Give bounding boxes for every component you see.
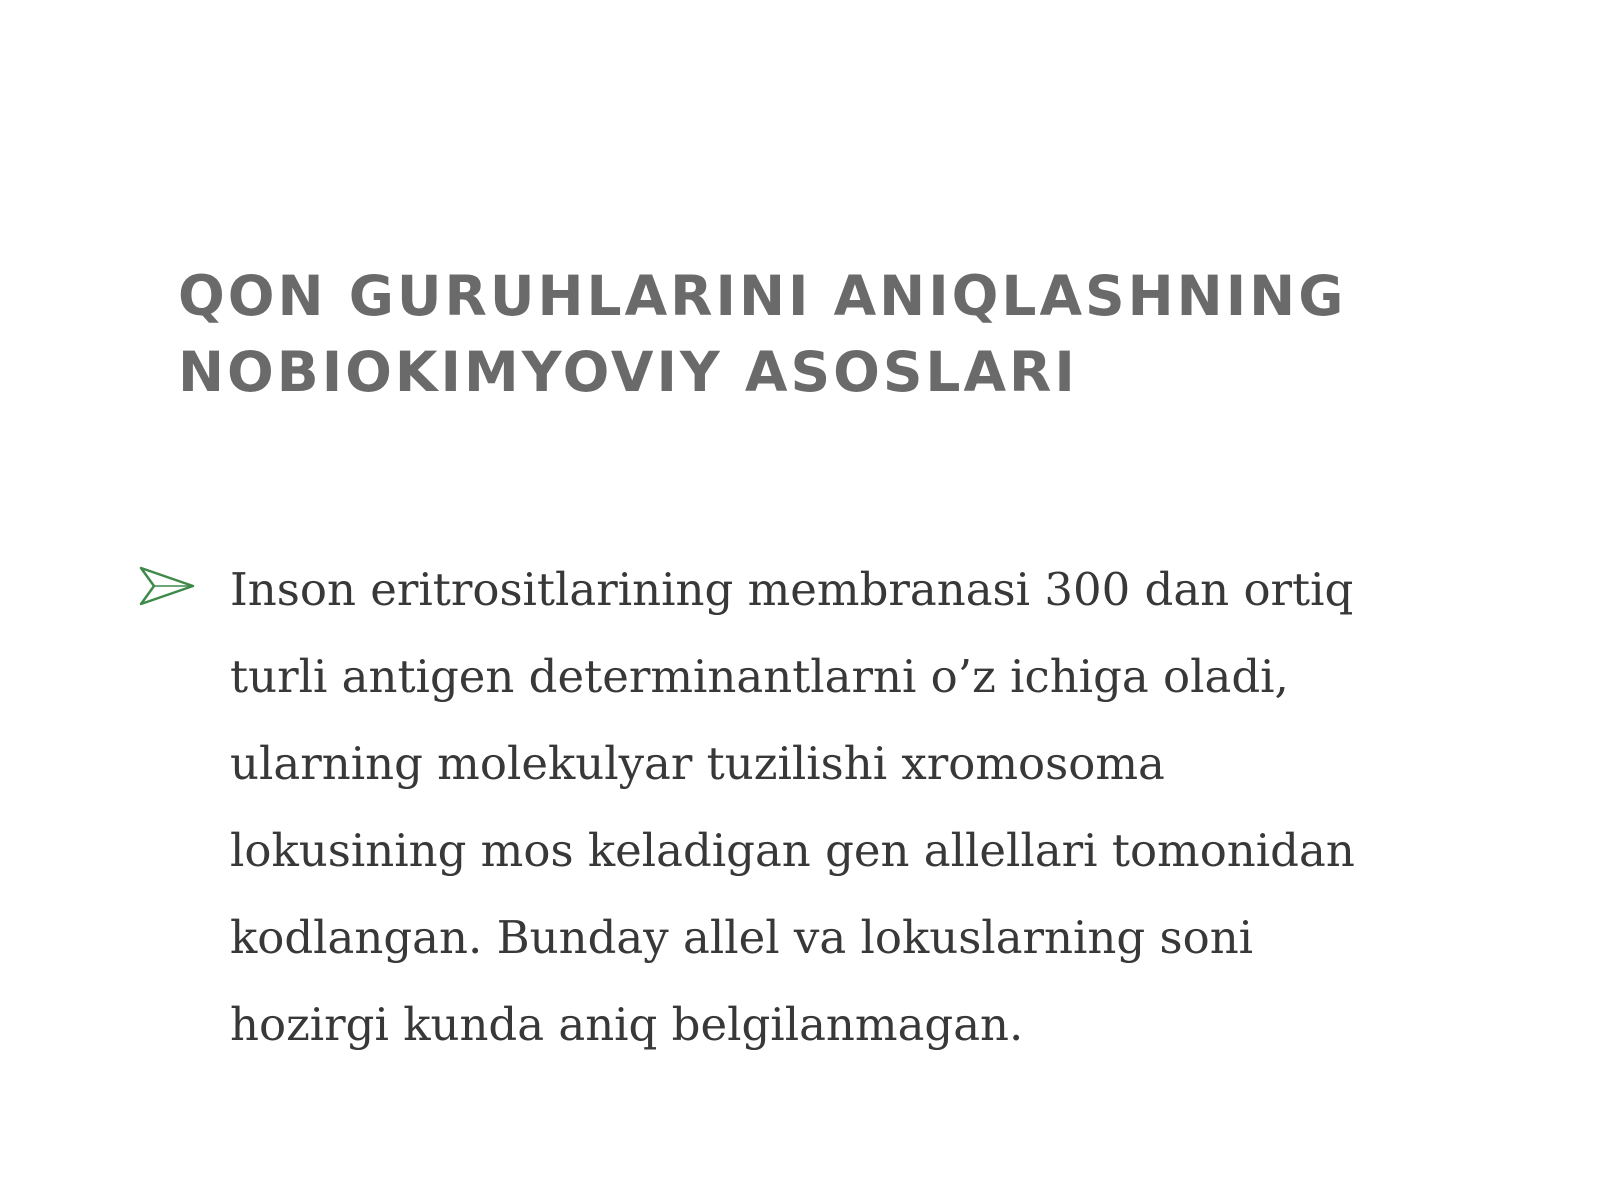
arrowhead-bullet-icon bbox=[138, 564, 196, 608]
bullet-text: Inson eritrositlarining membranasi 300 dan ortiq turli antigen determinantlarni o’z ichiga oladi, ularning molekulyar tuzilishi xromosoma lokusining mos keladigan gen allellari tomonidan kodlangan. Bunday allel va lokuslarning soni hozirgi kunda aniq belgilanmagan. bbox=[230, 563, 1355, 1051]
slide-title: QON GURUHLARINI ANIQLASHNING NOBIOKIMYOVIY ASOSLARI bbox=[178, 264, 1347, 404]
bullet-list bbox=[138, 546, 1418, 1068]
list-item bbox=[138, 546, 1418, 1068]
